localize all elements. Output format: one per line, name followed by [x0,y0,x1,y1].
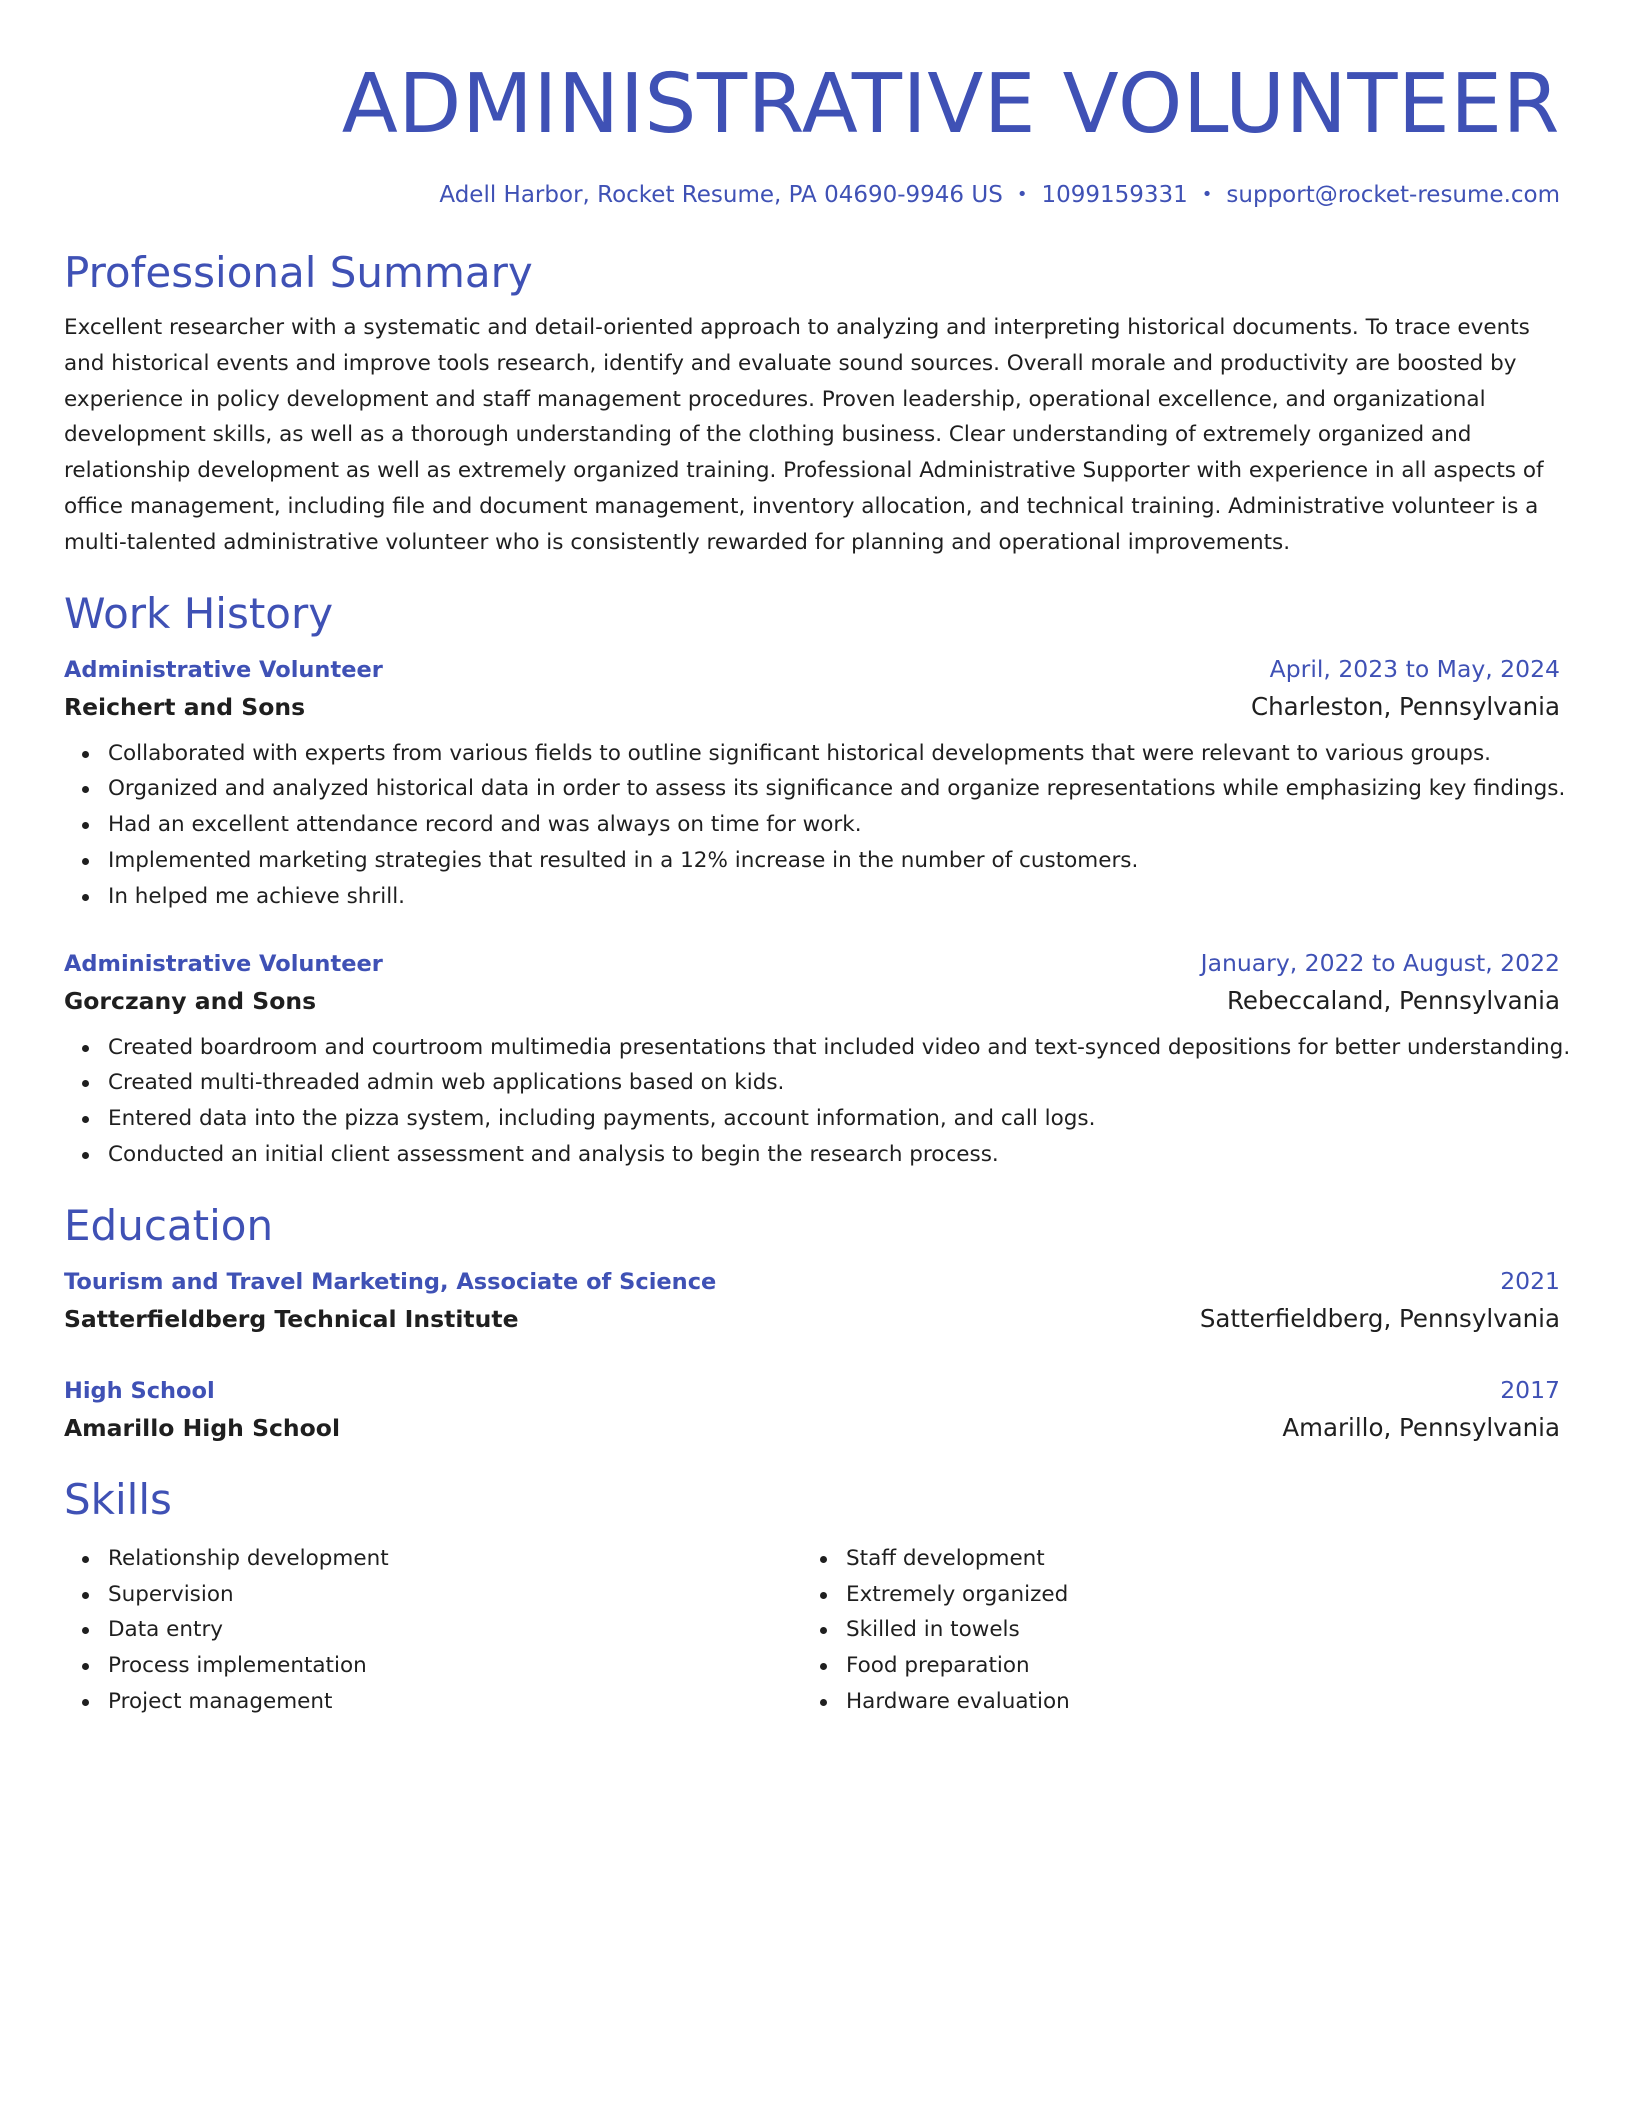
job-dates: January, 2022 to August, 2022 [1200,948,1560,977]
job-header-row [64,945,1560,982]
skills-columns [64,1541,1560,1720]
summary-section [64,248,1560,561]
skill-item: Hardware evaluation [846,1684,1540,1720]
job-bullet: Created multi-threaded admin web applications based on kids. [108,1065,1560,1101]
contact-address: Adell Harbor, Rocket Resume, PA 04690-9946 US [439,182,1003,208]
education-school-row [64,1409,1560,1447]
job-entry [64,945,1571,1173]
job-bullet: Organized and analyzed historical data in order to assess its significance and organize representations while emphasizing key findings. [108,771,1560,807]
skills-section [64,1475,1560,1720]
education-year: 2021 [1500,1266,1560,1295]
summary-text: Excellent researcher with a systematic and detail-oriented approach to analyzing and interpreting historical documents. To trace events and historical events and improve tools research, identify and evaluate sound sources. Overall morale and productivity are boosted by experience in policy development and staff management procedures. Proven leadership, operational excellence, and organizational development skills, as well as a thorough understanding of the clothing business. Clear understanding of extremely organized and relationship development as well as extremely organized training. Professional Administrative Supporter with experience in all aspects of office management, including file and document management, inventory allocation, and technical training. Administrative volunteer is a multi-talented administrative volunteer who is consistently rewarded for planning and operational improvements. [64,315,1544,555]
job-company-row [64,688,1560,726]
education-entry [64,1372,1560,1447]
skill-item: Process implementation [108,1648,802,1684]
job-bullet: Collaborated with experts from various fields to outline significant historical developments that were relevant to various groups. [108,736,1560,772]
work-history-section [64,588,1571,1173]
skill-item: Staff development [846,1541,1540,1577]
education-location: Satterfieldberg, Pennsylvania [1199,1303,1560,1333]
candidate-name: ADMINISTRATIVE VOLUNTEER [341,57,1560,152]
education-school: Satterfieldberg Technical Institute [64,1304,519,1333]
contact-email[interactable]: support@rocket-resume.com [1226,182,1560,208]
skill-item: Project management [108,1684,802,1720]
education-title: Education [64,1200,274,1250]
resume-page [64,56,1571,1720]
job-bullet: Created boardroom and courtroom multimedia presentations that included video and text-synced depositions for better understanding. [108,1030,1560,1066]
skills-list-right [802,1541,1540,1720]
education-degree: High School [64,1377,215,1404]
job-role: Administrative Volunteer [64,950,383,977]
job-bullet: Conducted an initial client assessment and analysis to begin the research process. [108,1137,1560,1173]
education-header-row [64,1372,1560,1409]
summary-title: Professional Summary [64,248,533,297]
skill-item: Skilled in towels [846,1612,1540,1648]
education-degree: Tourism and Travel Marketing, Associate of Science [64,1268,717,1295]
job-entry [64,651,1566,915]
contact-line [64,180,1560,210]
job-location: Rebeccaland, Pennsylvania [1226,985,1560,1015]
skill-item: Extremely organized [846,1577,1540,1613]
education-section [64,1201,1560,1447]
education-school: Amarillo High School [64,1413,340,1442]
education-header-row [64,1263,1560,1300]
job-company: Gorczany and Sons [64,986,317,1015]
job-company: Reichert and Sons [64,692,306,721]
contact-phone: 1099159331 [1041,182,1188,208]
job-bullet: In helped me achieve shrill. [108,879,1560,915]
skills-list-left [64,1541,802,1720]
job-role: Administrative Volunteer [64,656,383,683]
skills-title: Skills [64,1474,172,1524]
job-company-row [64,982,1560,1020]
education-location: Amarillo, Pennsylvania [1282,1412,1560,1442]
job-location: Charleston, Pennsylvania [1250,691,1560,721]
job-header-row [64,651,1560,688]
education-school-row [64,1300,1560,1338]
skill-item: Data entry [108,1612,802,1648]
contact-separator: • [1201,184,1213,205]
work-history-title: Work History [64,588,334,638]
job-dates: April, 2023 to May, 2024 [1269,654,1560,683]
contact-separator: • [1016,184,1028,205]
job-bullets [64,736,1566,915]
job-bullet: Entered data into the pizza system, including payments, account information, and call logs. [108,1101,1560,1137]
education-year: 2017 [1500,1375,1560,1404]
job-bullets [64,1030,1571,1173]
skill-item: Relationship development [108,1541,802,1577]
education-entry [64,1263,1560,1338]
skill-item: Food preparation [846,1648,1540,1684]
job-bullet: Implemented marketing strategies that resulted in a 12% increase in the number of customers. [108,843,1560,879]
job-bullet: Had an excellent attendance record and was always on time for work. [108,807,1560,843]
skill-item: Supervision [108,1577,802,1613]
